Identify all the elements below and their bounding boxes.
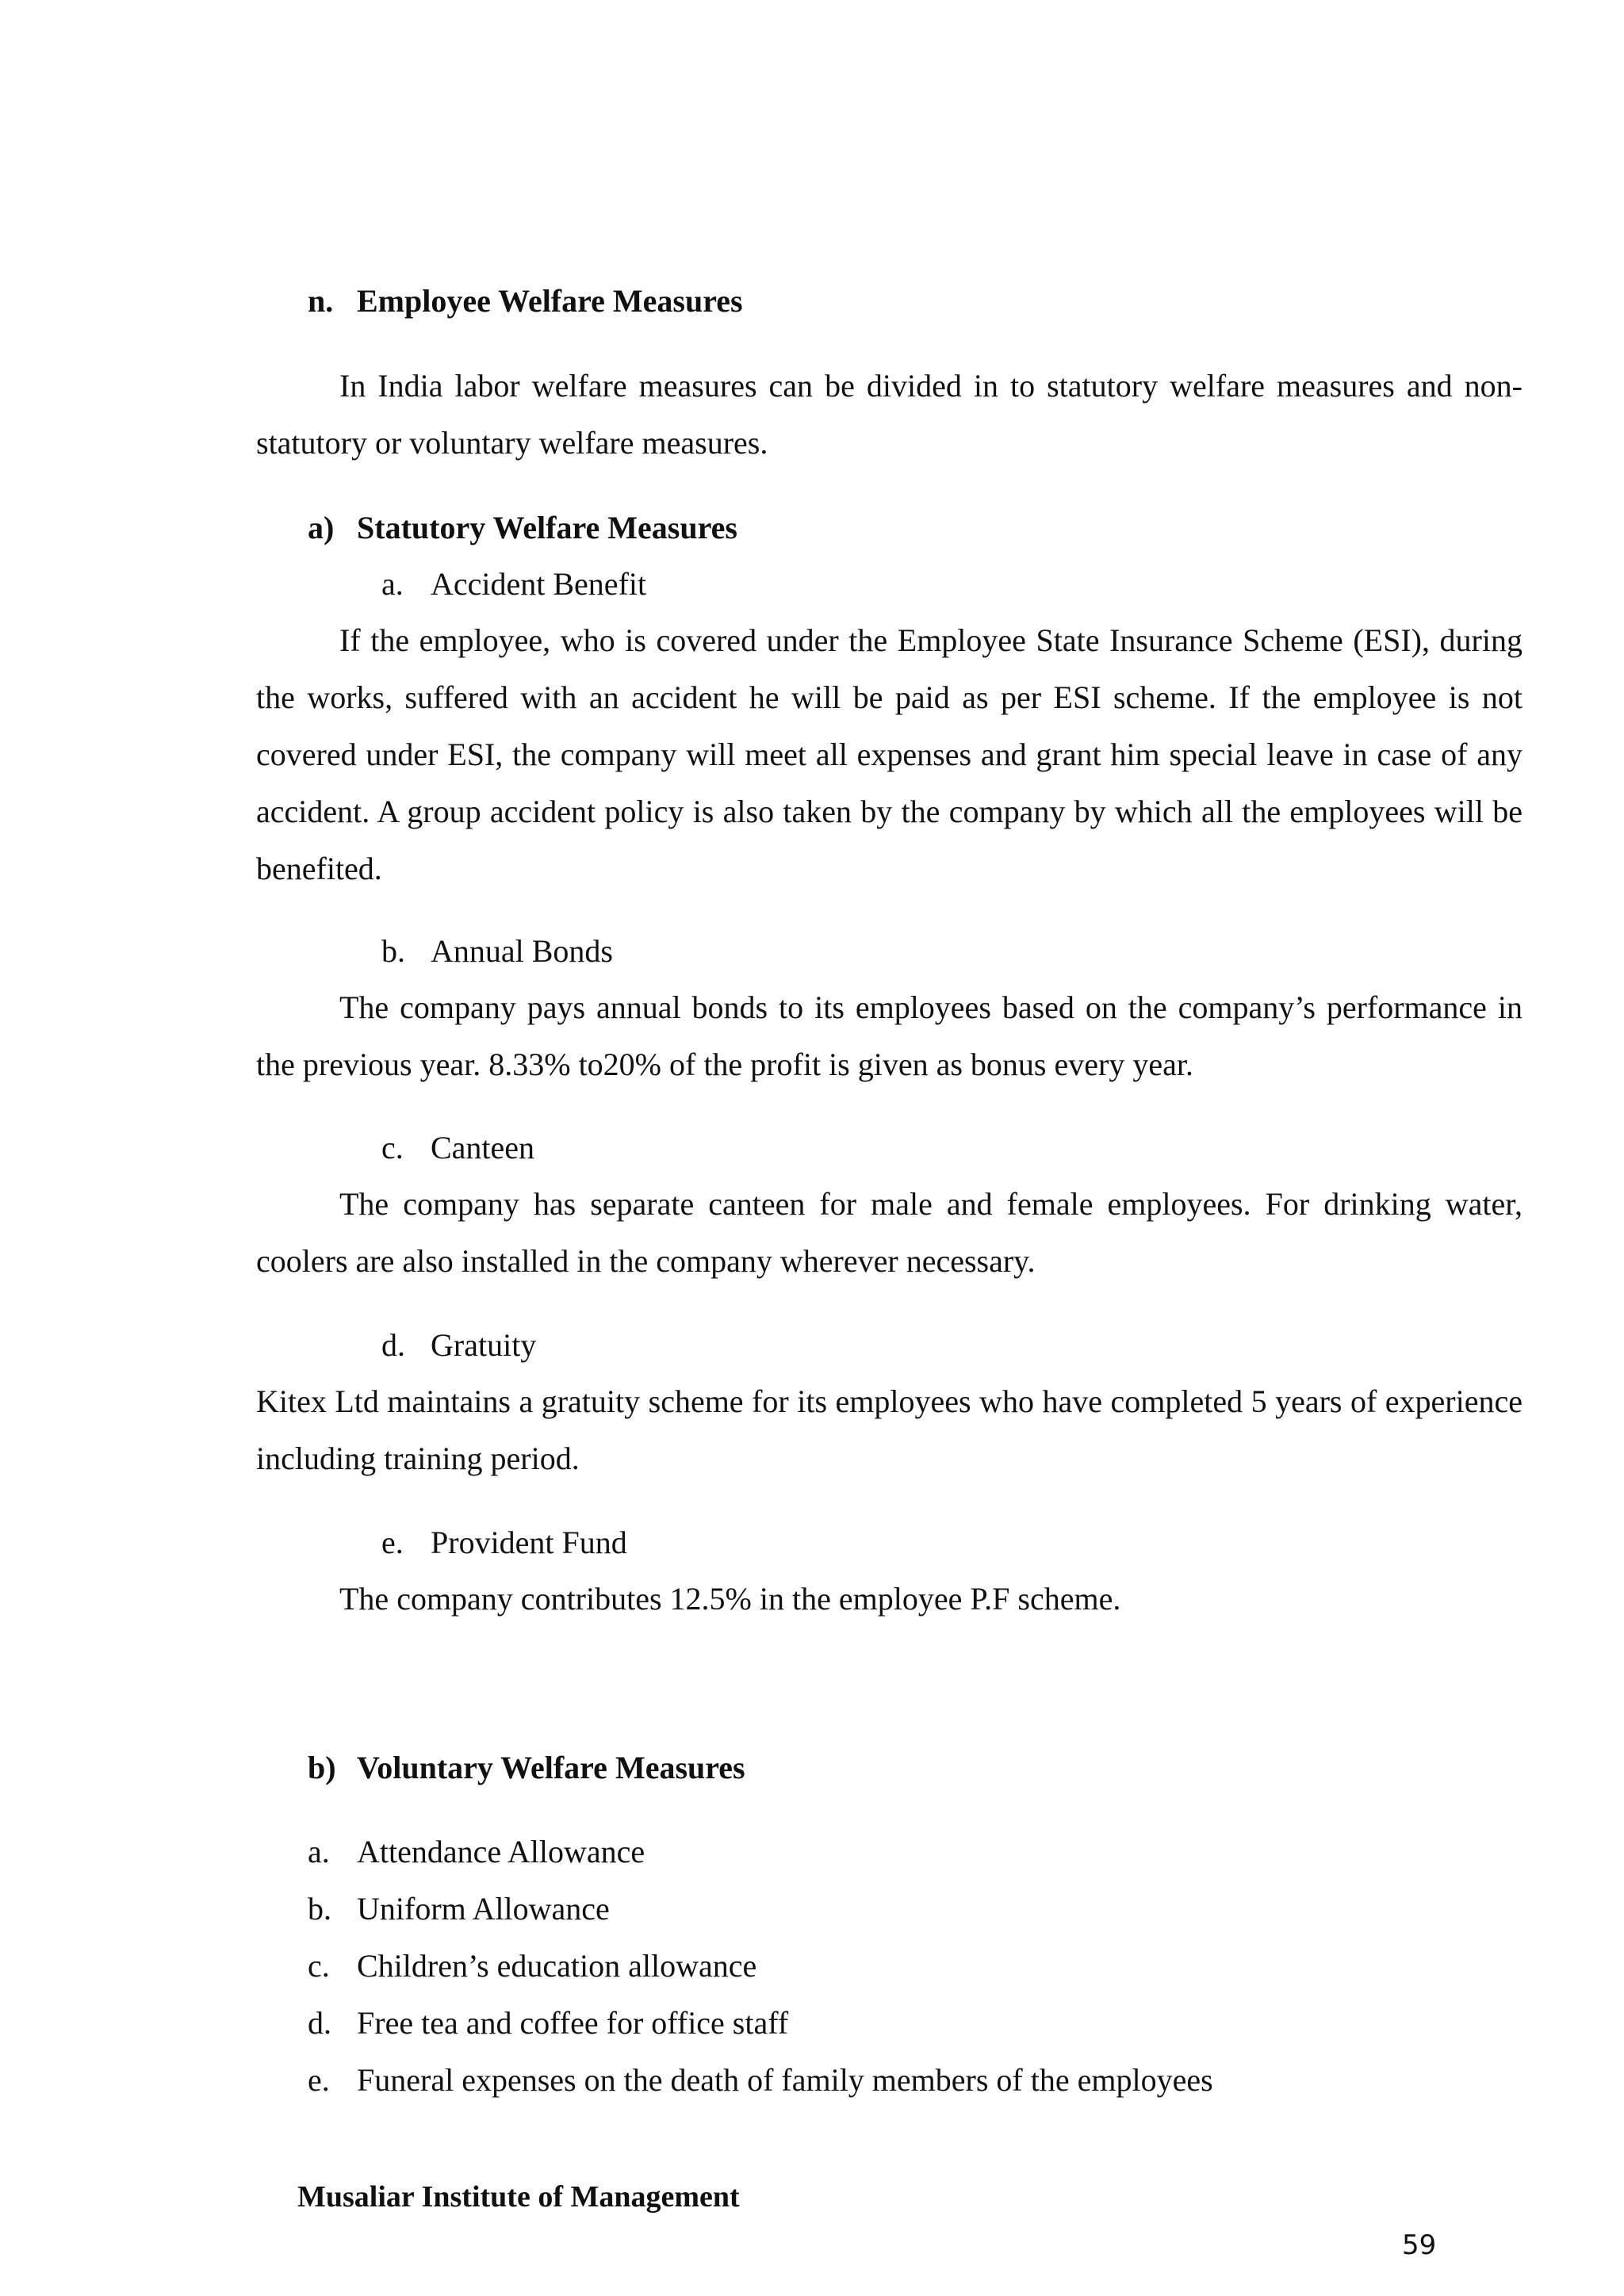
section-marker: n. (308, 283, 334, 319)
item-marker: a. (381, 566, 404, 602)
item-marker: c. (381, 1130, 404, 1165)
canteen-text: The company has separate canteen for male and female employees. For drinking water, coolers are also installed in the company wherever necessary. (256, 1186, 1522, 1279)
accident-benefit-text: If the employee, who is covered under the Employee State Insurance Scheme (ESI), during the works, suffered with an accident he will be paid as per ESI scheme. If the employee is not covered under ESI, the company will meet all expenses and grant him special leave in case of any accident. A group accident policy is also taken by the company by which all the employees will be benefited. (256, 622, 1522, 886)
item-text: Funeral expenses on the death of family members of the employees (357, 2062, 1213, 2098)
footer-institute: Musaliar Institute of Management (297, 2180, 740, 2214)
section-title: Employee Welfare Measures (357, 283, 743, 319)
voluntary-title: Voluntary Welfare Measures (357, 1750, 745, 1785)
section-heading (308, 282, 743, 320)
statutory-marker: a) (308, 510, 335, 545)
gratuity-text: Kitex Ltd maintains a gratuity scheme for its employees who have completed 5 years of experience including training period. (256, 1383, 1522, 1476)
voluntary-list-item (308, 1947, 756, 1985)
provident-fund-text: The company contributes 12.5% in the employee P.F scheme. (339, 1581, 1121, 1617)
item-marker: a. (308, 1834, 330, 1869)
statutory-item-annual-bonds (381, 932, 613, 970)
item-text: Children’s education allowance (357, 1948, 757, 1984)
item-title: Canteen (431, 1130, 535, 1165)
voluntary-heading (308, 1749, 745, 1787)
annual-bonds-text: The company pays annual bonds to its employees based on the company’s performance in the previous year. 8.33% to20% of the profit is given as bonus every year. (256, 989, 1522, 1082)
intro-paragraph: In India labor welfare measures can be divided in to statutory welfare measures and non-statutory or voluntary welfare measures. (256, 368, 1522, 461)
voluntary-list-item (308, 2004, 788, 2042)
statutory-title: Statutory Welfare Measures (357, 510, 737, 545)
item-marker: e. (308, 2062, 330, 2098)
page-number: 59 (1402, 2229, 1437, 2261)
statutory-item-canteen (381, 1129, 534, 1167)
voluntary-marker: b) (308, 1750, 336, 1785)
item-text: Uniform Allowance (357, 1891, 610, 1927)
item-title: Provident Fund (431, 1525, 627, 1560)
item-marker: c. (308, 1948, 330, 1984)
item-marker: d. (381, 1327, 405, 1363)
item-title: Annual Bonds (431, 933, 613, 969)
voluntary-list-item (308, 1890, 610, 1928)
statutory-item-provident-fund (381, 1524, 627, 1562)
voluntary-list-item (308, 1833, 645, 1871)
item-text: Attendance Allowance (357, 1834, 645, 1869)
item-marker: b. (308, 1891, 331, 1927)
item-text: Free tea and coffee for office staff (357, 2005, 789, 2041)
statutory-heading (308, 509, 737, 547)
item-marker: e. (381, 1525, 404, 1560)
item-title: Accident Benefit (431, 566, 647, 602)
statutory-item-accident-benefit (381, 565, 646, 603)
item-title: Gratuity (431, 1327, 537, 1363)
item-marker: b. (381, 933, 405, 969)
item-marker: d. (308, 2005, 331, 2041)
statutory-item-gratuity (381, 1326, 536, 1364)
voluntary-list-item (308, 2061, 1213, 2099)
